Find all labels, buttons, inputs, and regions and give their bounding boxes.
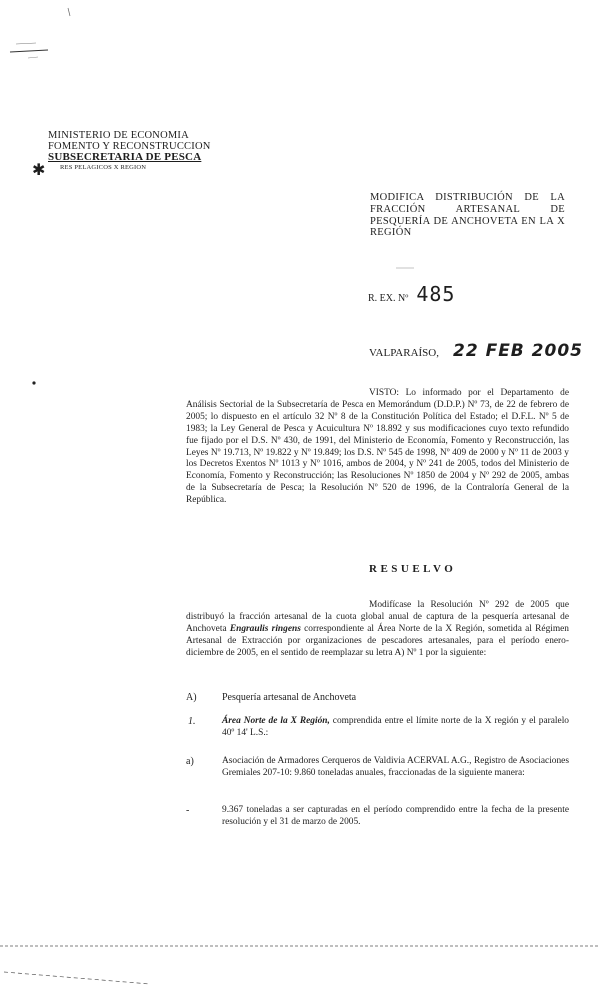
city: VALPARAÍSO, (369, 347, 439, 359)
visto-paragraph: VISTO: Lo informado por el Departamento de Análisis Sectorial de la Subsecretaría de Pesca en Memorándum (D.D.P.) Nº 73, de 22 de febrero de 2005; lo dispuesto en el artículo 32 Nº 8 de la Constitución Política del Estado; el D.F.L. Nº 5 de 1983; la Ley General de Pesca y Acuicultura Nº 18.892 y sus modificaciones cuyo texto refundido fue fijado por el D.S. Nº 430, de 1991, del Ministerio de Economía, Fomento y Reconstrucción, las Leyes Nº 19.713, Nº 19.822 y Nº 19.849; los D.S. Nº 545 de 1998, Nº 409 de 2000 y Nº 11 de 2003 y los Decretos Exentos Nº 1013 y Nº 1016, ambos de 2004, y Nº 241 de 2005, todos del Ministerio de Economía, Fomento y Reconstrucción; las Resoluciones Nº 1850 de 2004 y Nº 292 de 2005, ambas de la Subsecretaría de Pesca; la Resolución Nº 520 de 1996, de la Contraloría General de la República. (186, 388, 569, 506)
item-1-text (222, 716, 569, 740)
place-date (369, 341, 583, 361)
letterhead (48, 131, 218, 172)
resolution-number (368, 282, 455, 306)
species-name: Engraulis ringens (229, 623, 301, 634)
resuelvo-heading: RESUELVO (369, 563, 457, 575)
item-1-body: comprendida entre el límite norte de la X región y el paralelo 40º 14' L.S.: (222, 716, 569, 738)
modifica-part-1: Modifícase la Resolución Nº 292 de 2005 que distribuyó la fracción artesanal de la cuota global anual de captura de la pesquería artesanal de Anchoveta (186, 600, 569, 634)
date-stamp: 22 FEB 2005 (453, 341, 583, 361)
item-a-label: a) (186, 756, 194, 767)
reference-line: RES PELAGICOS X REGION (60, 163, 147, 171)
modifica-paragraph (186, 600, 569, 660)
dash-item-label: - (186, 805, 190, 816)
item-a-text: Asociación de Armadores Cerqueros de Valdivia ACERVAL A.G., Registro de Asociaciones Gremiales 207-10: 9.860 toneladas anuales, fraccionadas de la siguiente manera: (222, 756, 569, 778)
subject-heading: MODIFICA DISTRIBUCIÓN DE LA FRACCIÓN ARTESANAL DE PESQUERÍA DE ANCHOVETA EN LA X REGIÓN (370, 192, 565, 239)
item-1-label: 1. (188, 716, 196, 727)
ministry-line-2: FOMENTO Y RECONSTRUCCION (48, 140, 211, 152)
subsecretaria-line: SUBSECRETARIA DE PESCA (48, 151, 202, 163)
star-mark-icon: ✱ (32, 162, 46, 179)
ministry-line-1: MINISTERIO DE ECONOMIA (48, 130, 189, 141)
resolution-label: R. EX. Nº (368, 293, 409, 304)
resolution-number-value: 485 (416, 282, 456, 306)
modifica-part-2: correspondiente al Área Norte de la X Región, sometida al Régimen Artesanal de Extracción por organizaciones de pescadores artesanales, para el período enero-diciembre de 2005, en el sentido de reemplazar su letra A) Nº 1 por la siguiente: (186, 623, 569, 658)
section-a-title: Pesquería artesanal de Anchoveta (222, 692, 357, 703)
item-1-area: Área Norte de la X Región, (222, 716, 330, 726)
section-a-label: A) (186, 692, 197, 703)
dash-item-text: 9.367 toneladas a ser capturadas en el período comprendido entre la fecha de la presente resolución y el 31 de marzo de 2005. (222, 805, 569, 827)
